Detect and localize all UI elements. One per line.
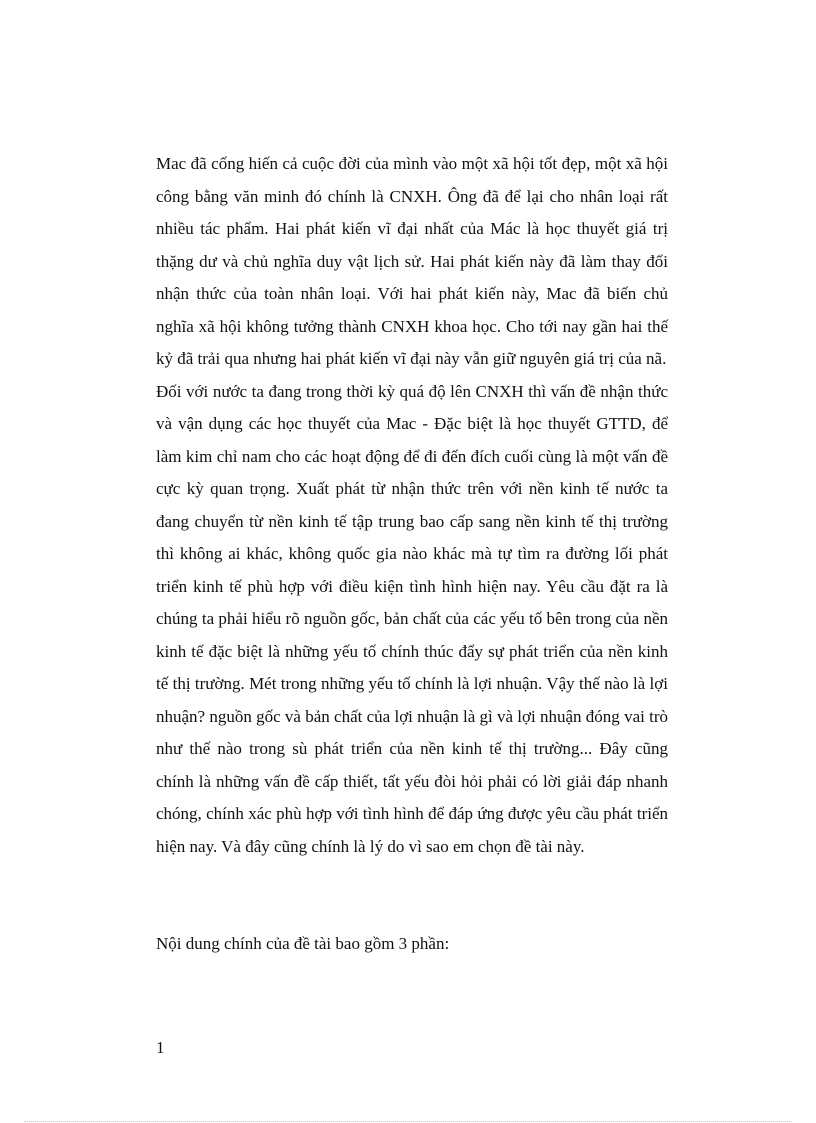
- paragraph-2: Đối với nước ta đang trong thời kỳ quá độ lên CNXH thì vấn đề nhận thức và vận dụng các học thuyết của Mac - Đặc biệt là học thuyết GTTD, để làm kim chỉ nam cho các hoạt động để đi đến đích cuối cùng là một vấn đề cực kỳ quan trọng. Xuất phát từ nhận thức trên với nền kinh tế nước ta đang chuyển từ nền kinh tế tập trung bao cấp sang nền kinh tế thị trường thì không ai khác, không quốc gia nào khác mà tự tìm ra đường lối phát triển kinh tế phù hợp với điều kiện tình hình hiện nay. Yêu cầu đặt ra là chúng ta phải hiểu rõ nguồn gốc, bản chất của các yếu tố bên trong của nền kinh tế đặc biệt là những yếu tố chính thúc đẩy sự phát triển của nền kinh tế thị trường. Mét trong những yếu tố chính là lợi nhuận. Vậy thế nào là lợi nhuận? nguồn gốc và bản chất của lợi nhuận là gì và lợi nhuận đóng vai trò như thế nào trong sù phát triển của nền kinh tế thị trường... Đây cũng chính là những vấn đề cấp thiết, tất yếu đòi hỏi phải có lời giải đáp nhanh chóng, chính xác phù hợp với tình hình để đáp ứng được yêu cầu phát triển hiện nay. Và đây cũng chính là lý do vì sao em chọn đề tài này.: [156, 381, 668, 856]
- page-number: 1: [156, 1038, 165, 1057]
- body-text: [156, 148, 668, 863]
- page-bottom-border: [24, 1121, 792, 1122]
- section-intro: Nội dung chính của đề tài bao gồm 3 phần:: [156, 934, 450, 953]
- paragraph-1: Mac đã cống hiến cả cuộc đời của mình vào một xã hội tốt đẹp, một xã hội công bằng văn minh đó chính là CNXH. Ông đã để lại cho nhân loại rất nhiều tác phẩm. Hai phát kiến vĩ đại nhất của Mác là học thuyết giá trị thặng dư và chủ nghĩa duy vật lịch sử. Hai phát kiến này đã làm thay đổi nhận thức của toàn nhân loại. Với hai phát kiến này, Mac đã biến chủ nghĩa xã hội không tưởng thành CNXH khoa học. Cho tới nay gần hai thế kỷ đã trải qua nhưng hai phát kiến vĩ đại này vẫn giữ nguyên giá trị của nã.: [156, 154, 668, 368]
